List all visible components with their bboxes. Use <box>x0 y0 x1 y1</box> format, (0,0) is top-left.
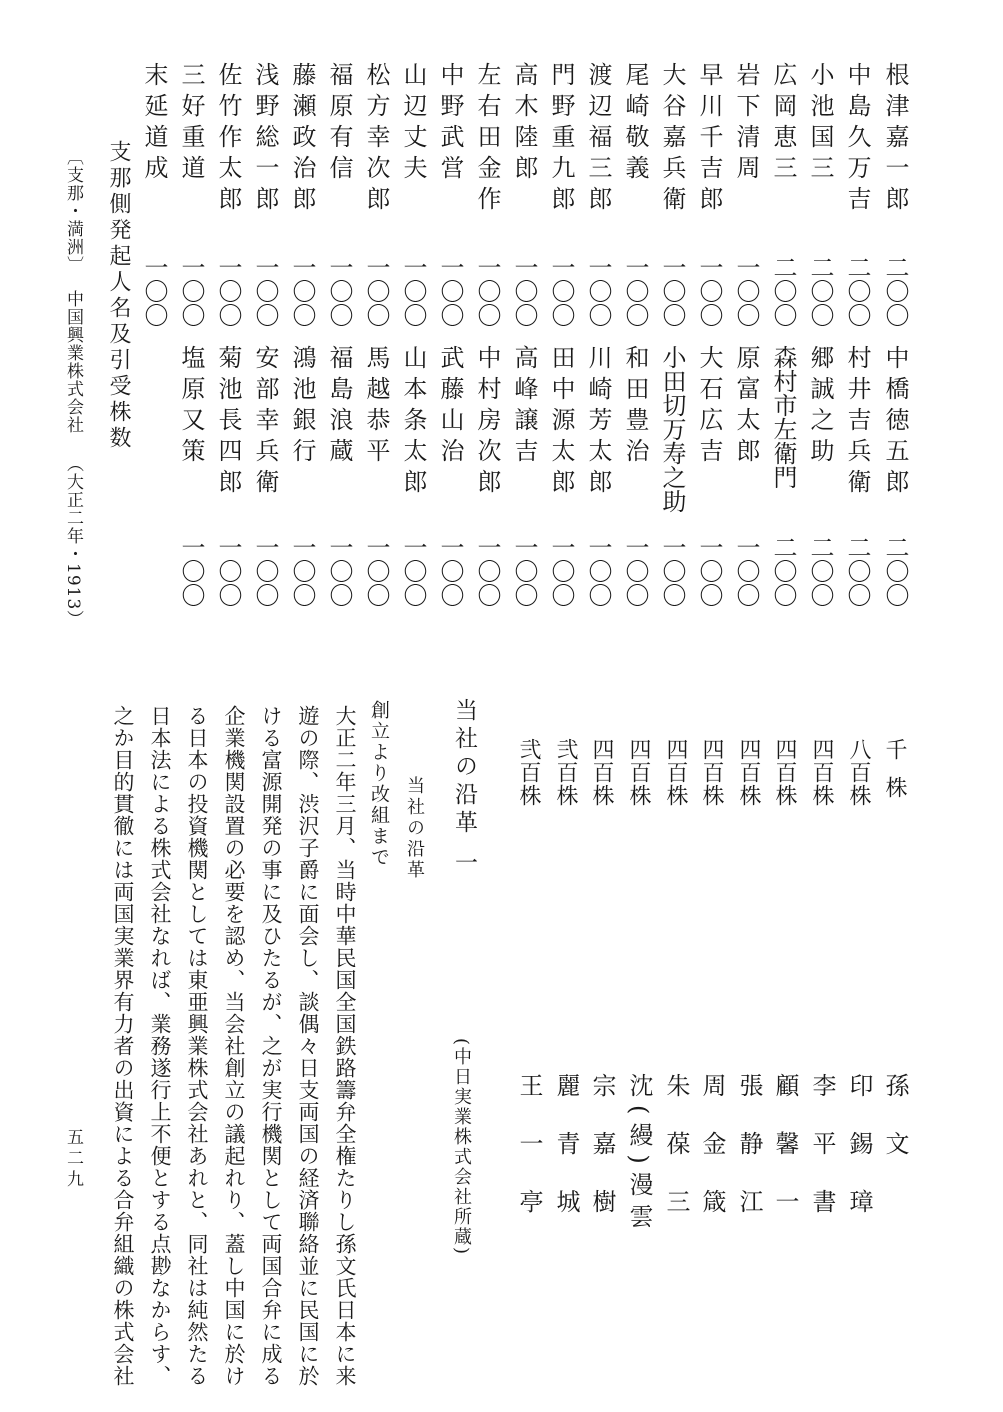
promoter-name: 山本条太郎 <box>399 345 427 500</box>
promoter-name: 山辺丈夫 <box>399 62 427 186</box>
share-count: 一〇〇 <box>140 255 168 327</box>
share-count: 四百株 <box>589 738 614 807</box>
share-count: 四百株 <box>626 738 651 807</box>
promoter-name: 朱葆三 <box>662 1073 690 1247</box>
promoter-name: 浅野総一郎 <box>251 62 279 217</box>
promoter-name: 早川千吉郎 <box>695 62 723 217</box>
share-count: 一〇〇 <box>325 255 353 327</box>
promoter-name: 門野重九郎 <box>547 62 575 217</box>
share-count: 一〇〇 <box>621 535 649 607</box>
promoter-name: 塩原又策 <box>177 345 205 469</box>
share-count: 一〇〇 <box>251 255 279 327</box>
share-count: 一〇〇 <box>177 255 205 327</box>
share-count: 二〇〇 <box>881 535 909 607</box>
promoter-name: 岩下清周 <box>732 62 760 186</box>
promoter-name: 中村房次郎 <box>473 345 501 500</box>
history-line: 之か目的貫徹には両国実業界有力者の出資による合弁組織の株式会社 <box>111 705 135 1387</box>
share-count: 一〇〇 <box>621 255 649 327</box>
share-count: 一〇〇 <box>695 255 723 327</box>
promoter-name: 印錫璋 <box>845 1073 873 1247</box>
promoter-name: 大谷嘉兵衛 <box>658 62 686 217</box>
share-count: 一〇〇 <box>547 535 575 607</box>
history-line: る日本の投資機関としては東亜興業株式会社あれと、同社は純然たる <box>185 705 209 1387</box>
promoter-name: 渡辺福三郎 <box>584 62 612 217</box>
share-count: 二〇〇 <box>769 255 797 327</box>
history-line: 日本法による株式会社なれば、業務遂行上不便とする点尠なからす、 <box>148 705 172 1387</box>
promoter-name: 安部幸兵衛 <box>251 345 279 500</box>
share-count: 一〇〇 <box>325 535 353 607</box>
share-count: 一〇〇 <box>362 535 390 607</box>
share-count: 一〇〇 <box>362 255 390 327</box>
share-count: 四百株 <box>663 738 688 807</box>
history-line: 大正二年三月、当時中華民国全国鉄路籌弁全権たりし孫文氏日本に来 <box>333 705 357 1387</box>
promoter-name: 和田豊治 <box>621 345 649 469</box>
share-count: 一〇〇 <box>177 535 205 607</box>
share-count: 八百株 <box>846 738 871 807</box>
share-count: 一〇〇 <box>288 255 316 327</box>
promoter-name: 福原有信 <box>325 62 353 186</box>
share-count: 一〇〇 <box>436 255 464 327</box>
share-count: 一〇〇 <box>473 255 501 327</box>
promoter-name: 川崎芳太郎 <box>584 345 612 500</box>
promoter-name: 李平書 <box>808 1073 836 1247</box>
share-count: 一〇〇 <box>510 255 538 327</box>
promoter-name: 中橋徳五郎 <box>881 345 909 500</box>
share-count: 一〇〇 <box>288 535 316 607</box>
promoter-name: 大石広吉 <box>695 345 723 469</box>
header-category: 〔支那・満洲〕 <box>63 148 83 274</box>
share-count: 一〇〇 <box>658 535 686 607</box>
header-year: （大正二年・1913） <box>63 455 83 629</box>
promoter-name: 馬越恭平 <box>362 345 390 469</box>
promoter-name: 根津嘉一郎 <box>881 62 909 217</box>
share-count: 二〇〇 <box>806 255 834 327</box>
history-line: ける富源開発の事に及ひたるが、之が実行機関として両国合弁に成る <box>259 705 283 1387</box>
promoter-name: 高木陸郎 <box>510 62 538 186</box>
promoter-name: 高峰譲吉 <box>510 345 538 469</box>
promoter-name: 村井吉兵衛 <box>843 345 871 500</box>
page-number: 五二九 <box>63 1128 83 1191</box>
share-count: 一〇〇 <box>584 535 612 607</box>
history-title: 当社の沿革 一 <box>451 698 477 879</box>
promoter-name: 顧馨一 <box>771 1073 799 1247</box>
promoter-name: 左右田金作 <box>473 62 501 217</box>
share-count: 二〇〇 <box>769 535 797 607</box>
history-line: 企業機関設置の必要を認め、当会社創立の議起れり、蓋し中国に於け <box>222 705 246 1387</box>
promoter-name: 佐竹作太郎 <box>214 62 242 217</box>
promoter-name: 鴻池銀行 <box>288 345 316 469</box>
promoter-name: 郷誠之助 <box>806 345 834 469</box>
share-count: 二〇〇 <box>806 535 834 607</box>
promoter-name: 松方幸次郎 <box>362 62 390 217</box>
promoter-name: 沈(縵)漫雲 <box>625 1073 653 1236</box>
japanese-list-caption: 支那側発起人名及引受株数 <box>106 140 131 452</box>
promoter-name: 三好重道 <box>177 62 205 186</box>
promoter-name: 中野武営 <box>436 62 464 186</box>
promoter-name: 原富太郎 <box>732 345 760 469</box>
header-company: 中国興業株式会社 <box>63 290 83 434</box>
history-subtitle: 当社の沿革 <box>404 776 425 881</box>
promoter-name: 武藤山治 <box>436 345 464 469</box>
promoter-name: 菊池長四郎 <box>214 345 242 500</box>
history-source: (中日実業株式会社所蔵) <box>451 1038 472 1257</box>
promoter-name: 藤瀬政治郎 <box>288 62 316 217</box>
share-count: 一〇〇 <box>214 535 242 607</box>
promoter-name: 末延道成 <box>140 62 168 186</box>
share-count: 千株 <box>882 738 907 814</box>
promoter-name: 尾崎敬義 <box>621 62 649 186</box>
share-count: 一〇〇 <box>473 535 501 607</box>
share-count: 一〇〇 <box>510 535 538 607</box>
promoter-name: 福島浪蔵 <box>325 345 353 469</box>
promoter-name: 周金箴 <box>698 1073 726 1247</box>
share-count: 一〇〇 <box>732 535 760 607</box>
promoter-name: 小田切万寿之助 <box>658 345 686 513</box>
share-count: 弐百株 <box>553 738 578 807</box>
share-count: 一〇〇 <box>399 535 427 607</box>
share-count: 一〇〇 <box>214 255 242 327</box>
share-count: 一〇〇 <box>547 255 575 327</box>
history-line: 遊の際、渋沢子爵に面会し、談偶々日支両国の経済聯絡並に民国に於 <box>296 705 320 1387</box>
promoter-name: 麗青城 <box>552 1073 580 1247</box>
promoter-name: 孫文 <box>881 1073 909 1189</box>
promoter-name: 張静江 <box>735 1073 763 1247</box>
share-count: 二〇〇 <box>881 255 909 327</box>
promoter-name: 小池国三 <box>806 62 834 186</box>
share-count: 弐百株 <box>516 738 541 807</box>
share-count: 四百株 <box>772 738 797 807</box>
share-count: 一〇〇 <box>658 255 686 327</box>
share-count: 一〇〇 <box>584 255 612 327</box>
promoter-name: 森村市左衛門 <box>769 345 797 489</box>
share-count: 四百株 <box>699 738 724 807</box>
share-count: 四百株 <box>736 738 761 807</box>
share-count: 二〇〇 <box>843 535 871 607</box>
promoter-name: 中島久万吉 <box>843 62 871 217</box>
share-count: 一〇〇 <box>436 535 464 607</box>
share-count: 一〇〇 <box>732 255 760 327</box>
share-count: 一〇〇 <box>695 535 723 607</box>
history-subheading: 創立より改組まで <box>368 700 390 868</box>
share-count: 二〇〇 <box>843 255 871 327</box>
share-count: 一〇〇 <box>251 535 279 607</box>
promoter-name: 王一亭 <box>515 1073 543 1247</box>
share-count: 一〇〇 <box>399 255 427 327</box>
promoter-name: 田中源太郎 <box>547 345 575 500</box>
promoter-name: 広岡恵三 <box>769 62 797 186</box>
promoter-name: 宗嘉樹 <box>588 1073 616 1247</box>
share-count: 四百株 <box>809 738 834 807</box>
